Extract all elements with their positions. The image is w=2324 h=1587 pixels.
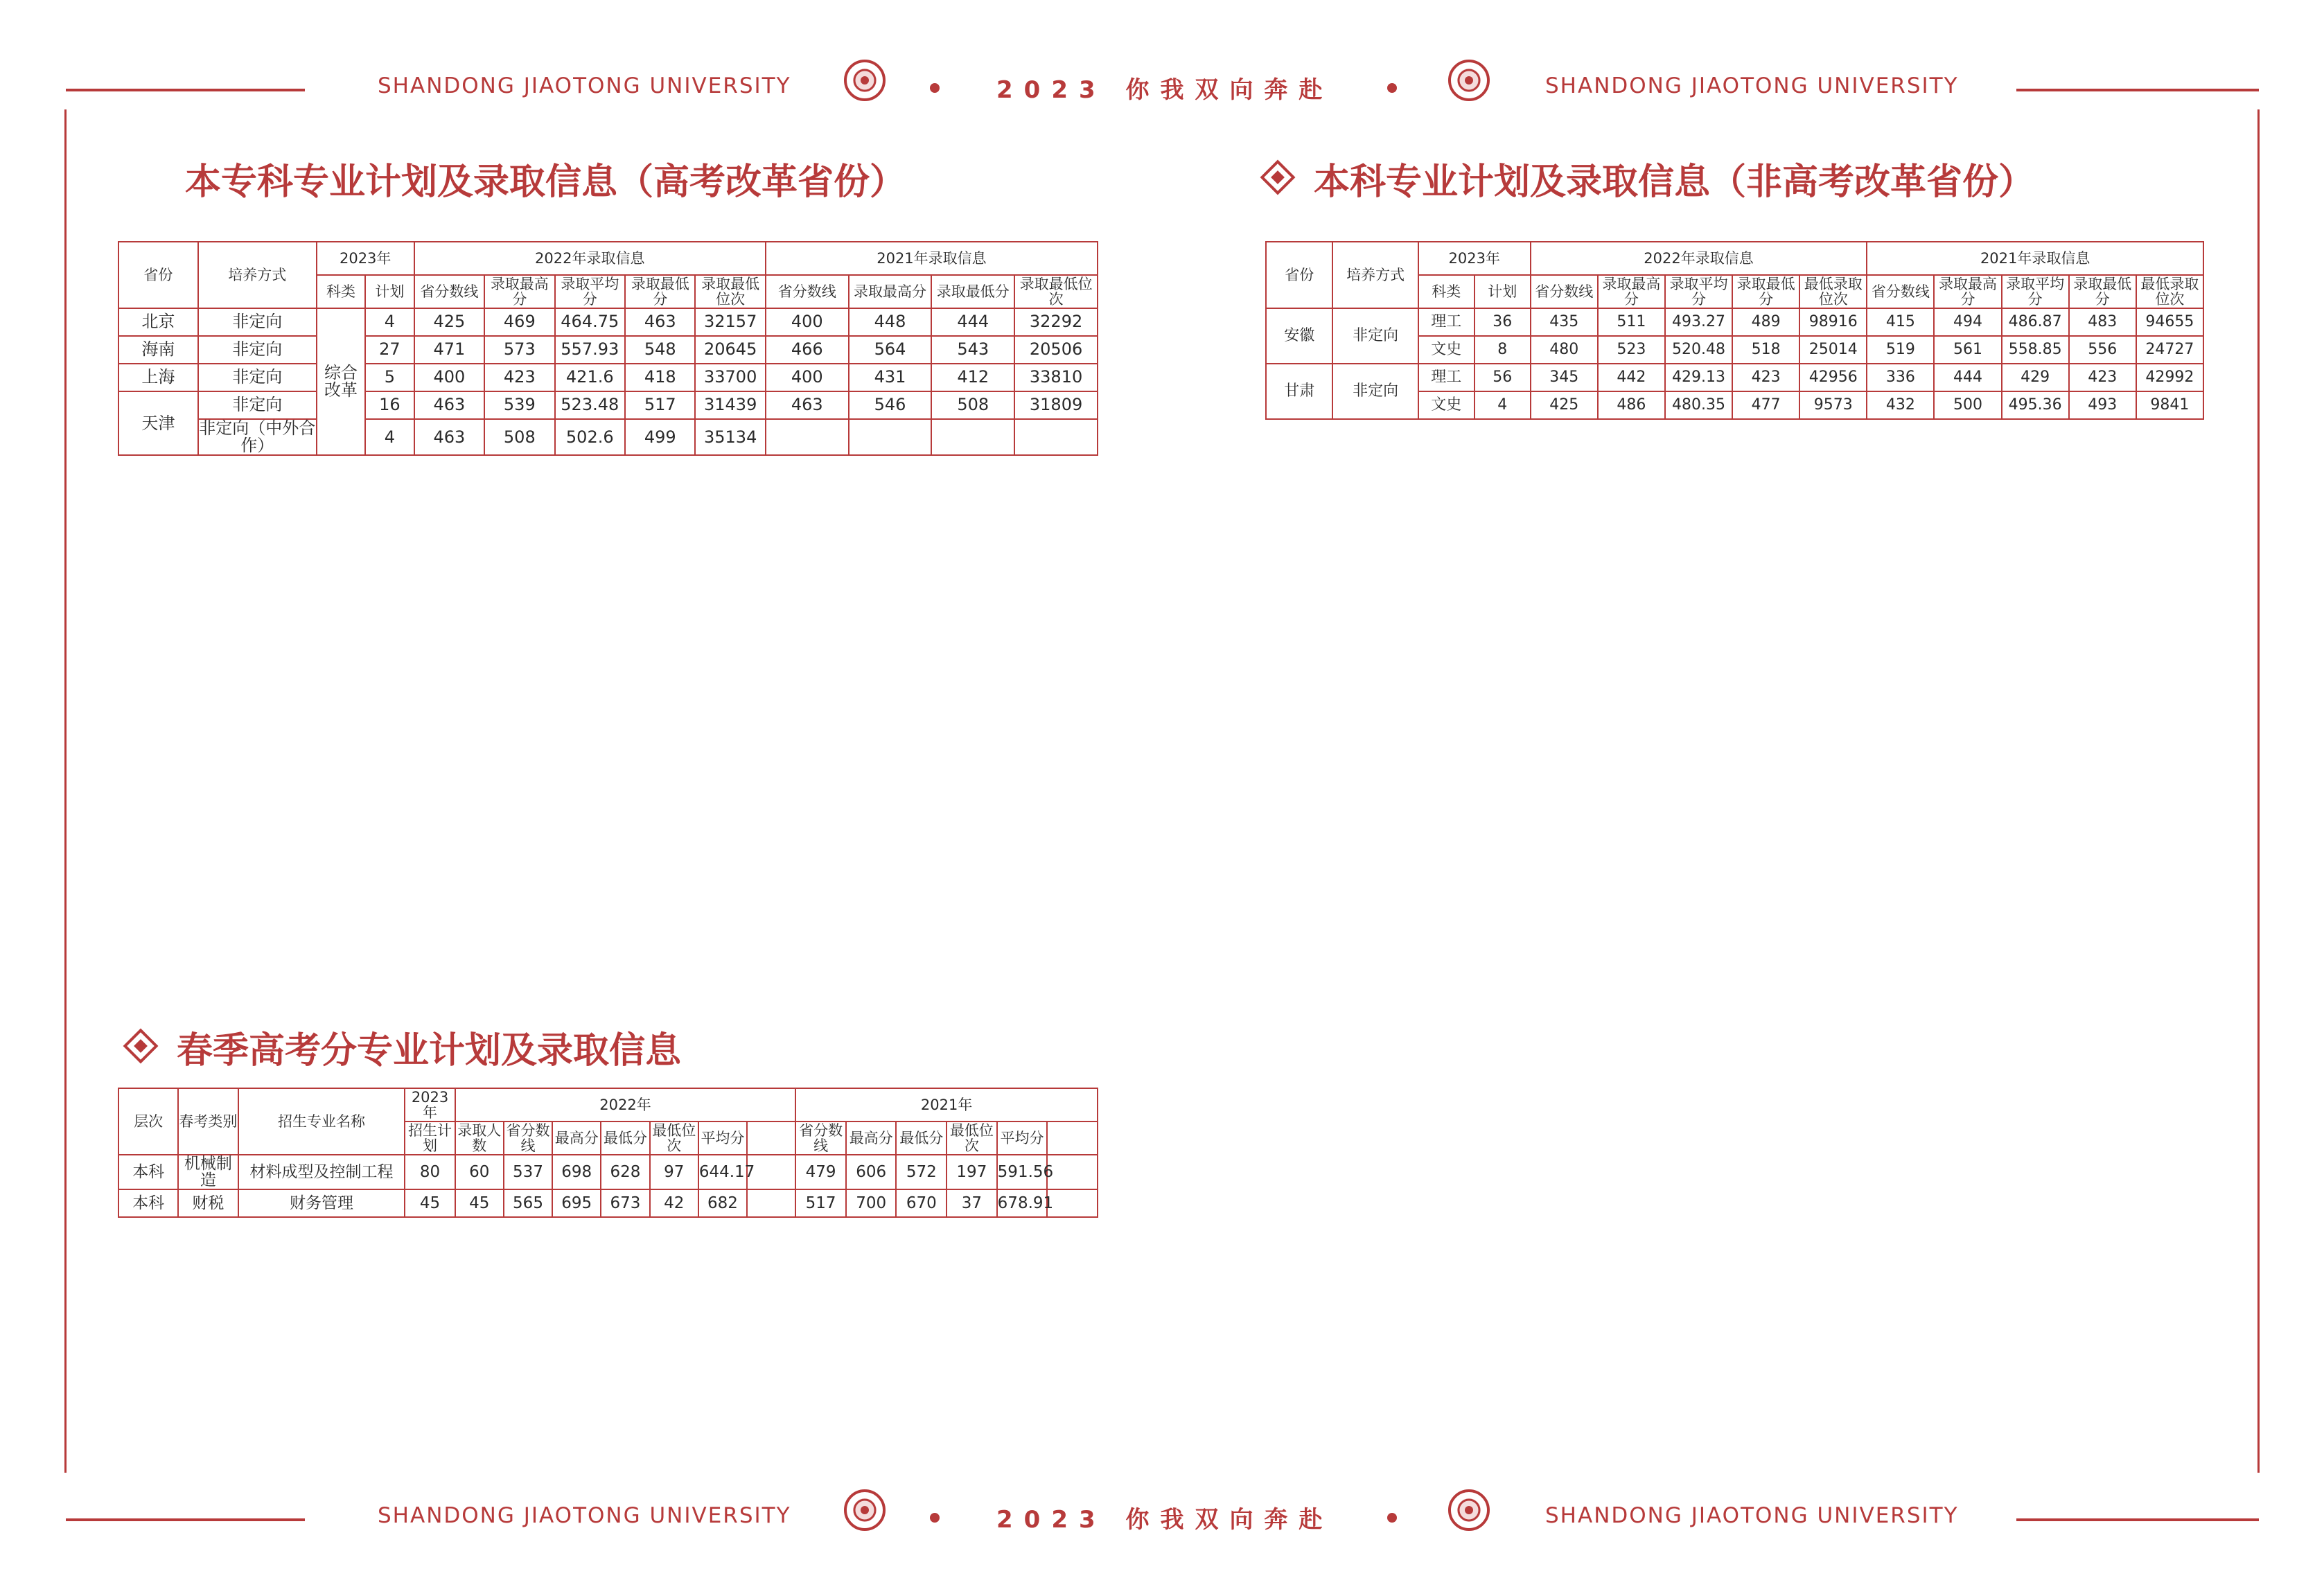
column-header: [1047, 1121, 1098, 1155]
table-cell: 489: [1732, 308, 1799, 336]
table-cell: 文史: [1418, 391, 1474, 419]
table-cell: 565: [504, 1189, 552, 1217]
table-cell: [1047, 1155, 1098, 1189]
table-cell: 431: [849, 364, 932, 391]
table-cell: 非定向（中外合作）: [199, 418, 316, 456]
table-cell: 非定向: [198, 336, 317, 364]
table-cell: 8: [1474, 336, 1531, 364]
table-cell: 673: [601, 1189, 649, 1217]
column-header: 录取最高分: [1598, 275, 1665, 308]
table-cell: 628: [601, 1155, 649, 1189]
table-cell: 31809: [1014, 391, 1098, 419]
column-header: 科类: [1418, 275, 1474, 308]
table-cell: 695: [552, 1189, 601, 1217]
header-left-text: SHANDONG JIAOTONG UNIVERSITY: [378, 73, 791, 98]
column-header: 录取最高分: [1934, 275, 2001, 308]
table-cell: 508: [484, 419, 554, 455]
table-cell: 463: [414, 391, 484, 419]
column-header: 2021年: [795, 1088, 1098, 1121]
column-header: 最低分: [896, 1121, 947, 1155]
table-cell: 33810: [1014, 364, 1098, 391]
table-cell: 698: [552, 1155, 601, 1189]
table-cell: 9573: [1799, 391, 1867, 419]
table-cell: 非定向: [1332, 308, 1418, 364]
column-header: 2022年: [455, 1088, 796, 1121]
table-cell: 442: [1598, 364, 1665, 391]
table-cell: 486.87: [2002, 308, 2069, 336]
table-cell: 本科: [118, 1155, 178, 1189]
table-cell: 423: [484, 364, 554, 391]
table-cell: 435: [1531, 308, 1598, 336]
table-cell: [1047, 1189, 1098, 1217]
table-cell: 本科: [118, 1189, 178, 1217]
table-cell: 400: [766, 308, 849, 336]
table-row: [118, 1189, 1098, 1217]
table-cell: 480: [1531, 336, 1598, 364]
column-header: 省份: [1266, 242, 1332, 308]
table-cell: 479: [795, 1155, 846, 1189]
section-title-text: 春季高考分专业计划及录取信息: [177, 1030, 682, 1072]
table-cell: 425: [414, 308, 484, 336]
table-cell: 336: [1867, 364, 1934, 391]
table-cell: 非定向: [198, 391, 317, 419]
header-slogan: 2023 你我双向奔赴: [996, 76, 1334, 104]
table-cell: 甘肃: [1266, 364, 1332, 419]
table-cell: 上海: [118, 364, 198, 391]
footer-rule-right: [2016, 1518, 2259, 1521]
table-cell: 423: [2069, 364, 2136, 391]
column-header: 科类: [317, 275, 365, 308]
table-cell: 42: [650, 1189, 698, 1217]
table-cell: 463: [414, 419, 484, 455]
column-header: 录取最低分: [2069, 275, 2136, 308]
table-cell: 北京: [118, 308, 198, 336]
header-row: [118, 1088, 1098, 1121]
column-header: 省分数线: [1531, 275, 1598, 308]
table-cell: 493: [2069, 391, 2136, 419]
table-cell: 469: [484, 308, 554, 336]
table-cell: 500: [1934, 391, 2001, 419]
diamond-icon: [1260, 160, 1296, 195]
column-header: 2023年: [317, 242, 414, 275]
column-header: 层次: [118, 1088, 178, 1155]
table-cell: 517: [625, 391, 695, 419]
table-cell: 511: [1598, 308, 1665, 336]
table-cell: [931, 419, 1014, 455]
column-header: 录取最低分: [1732, 275, 1799, 308]
table-cell: 432: [1867, 391, 1934, 419]
header-dot-right: [1387, 83, 1397, 93]
column-header: 录取人数: [455, 1121, 504, 1155]
table-cell: 477: [1732, 391, 1799, 419]
column-header: 2023年: [405, 1088, 455, 1121]
left-frame-rule: [64, 109, 67, 1473]
table-cell: 519: [1867, 336, 1934, 364]
table-cell: 464.75: [555, 308, 625, 336]
table-row: [1266, 308, 2203, 336]
table-row: [118, 391, 1098, 419]
column-header: 2022年录取信息: [1531, 242, 1867, 275]
column-header: 计划: [365, 275, 414, 308]
table-row: [118, 364, 1098, 391]
university-emblem-icon: [1448, 60, 1490, 101]
table-cell: 471: [414, 336, 484, 364]
column-header: 最高分: [846, 1121, 897, 1155]
table-cell: 45: [405, 1189, 455, 1217]
column-header: 省分数线: [504, 1121, 552, 1155]
table-row: [1266, 364, 2203, 391]
table-cell: 448: [849, 308, 932, 336]
column-header: 平均分: [997, 1121, 1048, 1155]
table-cell: 523.48: [555, 391, 625, 419]
header-band: [0, 68, 2324, 109]
column-header: 2021年录取信息: [1867, 242, 2203, 275]
table-cell: 400: [766, 364, 849, 391]
header-rule-left: [66, 89, 305, 91]
table-cell: 421.6: [555, 364, 625, 391]
table-cell: 综合改革: [317, 308, 365, 455]
table-cell: 508: [931, 391, 1014, 419]
table-cell: 523: [1598, 336, 1665, 364]
table-cell: 494: [1934, 308, 2001, 336]
table-cell: 理工: [1418, 308, 1474, 336]
table-cell: 561: [1934, 336, 2001, 364]
table-row: [118, 336, 1098, 364]
table-cell: 理工: [1418, 364, 1474, 391]
table-cell: 670: [896, 1189, 947, 1217]
table-cell: 财务管理: [238, 1189, 405, 1217]
table-cell: 558.85: [2002, 336, 2069, 364]
table-cell: 548: [625, 336, 695, 364]
table-cell: 80: [405, 1155, 455, 1189]
table-cell: 572: [896, 1155, 947, 1189]
column-header: 录取最低位次: [1014, 275, 1098, 308]
table-row: [118, 419, 1098, 455]
column-header: 最低录取位次: [1799, 275, 1867, 308]
column-header: 最低位次: [947, 1121, 997, 1155]
section-title-non-reform: [1265, 152, 2034, 204]
column-header: 招生专业名称: [238, 1088, 405, 1155]
table-row: [118, 1155, 1098, 1189]
footer-right-text: SHANDONG JIAOTONG UNIVERSITY: [1545, 1503, 1959, 1528]
column-header: 录取最低位次: [695, 275, 765, 308]
column-header: 最低录取位次: [2136, 275, 2203, 308]
table-cell: 天津: [118, 391, 198, 455]
table-cell: 33700: [695, 364, 765, 391]
column-header: 培养方式: [198, 242, 317, 308]
column-header: 2022年录取信息: [414, 242, 766, 275]
diamond-icon: [123, 1029, 159, 1064]
section-title-text: 本科专业计划及录取信息（非高考改革省份）: [1314, 161, 2035, 203]
table-cell: 644.17: [698, 1155, 747, 1189]
header-row: [118, 242, 1098, 275]
table-cell: 97: [650, 1155, 698, 1189]
table-cell: 483: [2069, 308, 2136, 336]
table-cell: [747, 1189, 795, 1217]
table-cell: 415: [1867, 308, 1934, 336]
footer-rule-left: [66, 1518, 305, 1521]
table-cell: 429.13: [1665, 364, 1732, 391]
table-cell: 36: [1474, 308, 1531, 336]
table-cell: [766, 419, 849, 455]
footer-left-text: SHANDONG JIAOTONG UNIVERSITY: [378, 1503, 791, 1528]
table-cell: 材料成型及控制工程: [238, 1155, 405, 1189]
table-cell: 42992: [2136, 364, 2203, 391]
header-dot-left: [930, 83, 940, 93]
table-cell: 429: [2002, 364, 2069, 391]
table-cell: 27: [365, 336, 414, 364]
column-header: 省分数线: [414, 275, 484, 308]
column-header: 省分数线: [795, 1121, 846, 1155]
footer-slogan: 2023 你我双向奔赴: [996, 1506, 1334, 1534]
table-cell: 564: [849, 336, 932, 364]
table-cell: 94655: [2136, 308, 2203, 336]
header-right-text: SHANDONG JIAOTONG UNIVERSITY: [1545, 73, 1959, 98]
table-cell: 16: [365, 391, 414, 419]
table-cell: [849, 419, 932, 455]
table-cell: 423: [1732, 364, 1799, 391]
table-cell: 444: [1934, 364, 2001, 391]
column-header: 培养方式: [1332, 242, 1418, 308]
table-cell: 480.35: [1665, 391, 1732, 419]
table-cell: 4: [365, 308, 414, 336]
table-cell: 591.56: [997, 1155, 1048, 1189]
column-header: [747, 1121, 795, 1155]
spring-table: [118, 1088, 1098, 1218]
table-cell: 4: [1474, 391, 1531, 419]
column-header: 春考类别: [178, 1088, 238, 1155]
table-cell: 606: [846, 1155, 897, 1189]
column-header: 2023年: [1418, 242, 1531, 275]
table-cell: 5: [365, 364, 414, 391]
table-cell: 345: [1531, 364, 1598, 391]
column-header: 省份: [118, 242, 198, 308]
table-cell: 517: [795, 1189, 846, 1217]
gaokao-reform-table: [118, 241, 1098, 456]
table-cell: 9841: [2136, 391, 2203, 419]
table-cell: 60: [455, 1155, 504, 1189]
table-cell: 20645: [695, 336, 765, 364]
table-cell: 486: [1598, 391, 1665, 419]
footer-dot-left: [930, 1513, 940, 1523]
table-cell: 25014: [1799, 336, 1867, 364]
university-emblem-icon: [844, 1489, 886, 1531]
column-header: 录取平均分: [555, 275, 625, 308]
table-cell: 495.36: [2002, 391, 2069, 419]
table-cell: 493.27: [1665, 308, 1732, 336]
table-cell: 499: [625, 419, 695, 455]
table-cell: 700: [846, 1189, 897, 1217]
table-cell: 财税: [178, 1189, 238, 1217]
table-cell: 557.93: [555, 336, 625, 364]
table-cell: 573: [484, 336, 554, 364]
column-header: 最高分: [552, 1121, 601, 1155]
table-cell: 非定向: [198, 308, 317, 336]
table-cell: 32292: [1014, 308, 1098, 336]
table-cell: 98916: [1799, 308, 1867, 336]
column-header: 招生计划: [405, 1121, 455, 1155]
column-header: 录取最高分: [849, 275, 932, 308]
university-emblem-icon: [1448, 1489, 1490, 1531]
table-cell: 56: [1474, 364, 1531, 391]
table-cell: [1014, 419, 1098, 455]
table-cell: 37: [947, 1189, 997, 1217]
table-cell: 35134: [695, 419, 765, 455]
table-cell: 45: [455, 1189, 504, 1217]
table-cell: 非定向: [198, 364, 317, 391]
table-cell: 400: [414, 364, 484, 391]
table-cell: 4: [365, 419, 414, 455]
table-cell: 682: [698, 1189, 747, 1217]
table-cell: 安徽: [1266, 308, 1332, 364]
table-cell: 31439: [695, 391, 765, 419]
table-cell: 537: [504, 1155, 552, 1189]
column-header: 录取最高分: [484, 275, 554, 308]
table-cell: 466: [766, 336, 849, 364]
table-cell: 518: [1732, 336, 1799, 364]
column-header: 最低位次: [650, 1121, 698, 1155]
university-emblem-icon: [844, 60, 886, 101]
column-header: 省分数线: [1867, 275, 1934, 308]
section-title-gaokao-reform: 本专科专业计划及录取信息（高考改革省份）: [185, 161, 906, 203]
footer-dot-right: [1387, 1513, 1397, 1523]
column-header: 录取平均分: [1665, 275, 1732, 308]
table-cell: 42956: [1799, 364, 1867, 391]
table-cell: 20506: [1014, 336, 1098, 364]
table-cell: 543: [931, 336, 1014, 364]
table-cell: 463: [625, 308, 695, 336]
table-cell: 32157: [695, 308, 765, 336]
column-header: 录取最低分: [625, 275, 695, 308]
column-header: 平均分: [698, 1121, 747, 1155]
table-cell: 678.91: [997, 1189, 1048, 1217]
header-row: [1266, 242, 2203, 275]
table-cell: 546: [849, 391, 932, 419]
non-reform-table: [1265, 241, 2204, 420]
column-header: 录取最低分: [931, 275, 1014, 308]
table-cell: 197: [947, 1155, 997, 1189]
table-cell: 24727: [2136, 336, 2203, 364]
column-header: 最低分: [601, 1121, 649, 1155]
table-cell: 文史: [1418, 336, 1474, 364]
column-header: 2021年录取信息: [766, 242, 1098, 275]
table-cell: 556: [2069, 336, 2136, 364]
table-cell: 412: [931, 364, 1014, 391]
table-cell: 463: [766, 391, 849, 419]
table-cell: 海南: [118, 336, 198, 364]
table-cell: 539: [484, 391, 554, 419]
table-cell: 机械制造: [178, 1155, 238, 1189]
table-cell: 502.6: [555, 419, 625, 455]
column-header: 省分数线: [766, 275, 849, 308]
table-cell: 444: [931, 308, 1014, 336]
table-cell: 425: [1531, 391, 1598, 419]
table-cell: 非定向: [1332, 364, 1418, 419]
column-header: 录取平均分: [2002, 275, 2069, 308]
table-cell: 520.48: [1665, 336, 1732, 364]
column-header: 计划: [1474, 275, 1531, 308]
section-title-spring: [128, 1021, 681, 1073]
footer-band: [0, 1498, 2324, 1539]
table-row: [118, 308, 1098, 336]
header-rule-right: [2016, 89, 2259, 91]
table-cell: 418: [625, 364, 695, 391]
right-frame-rule: [2257, 109, 2260, 1473]
